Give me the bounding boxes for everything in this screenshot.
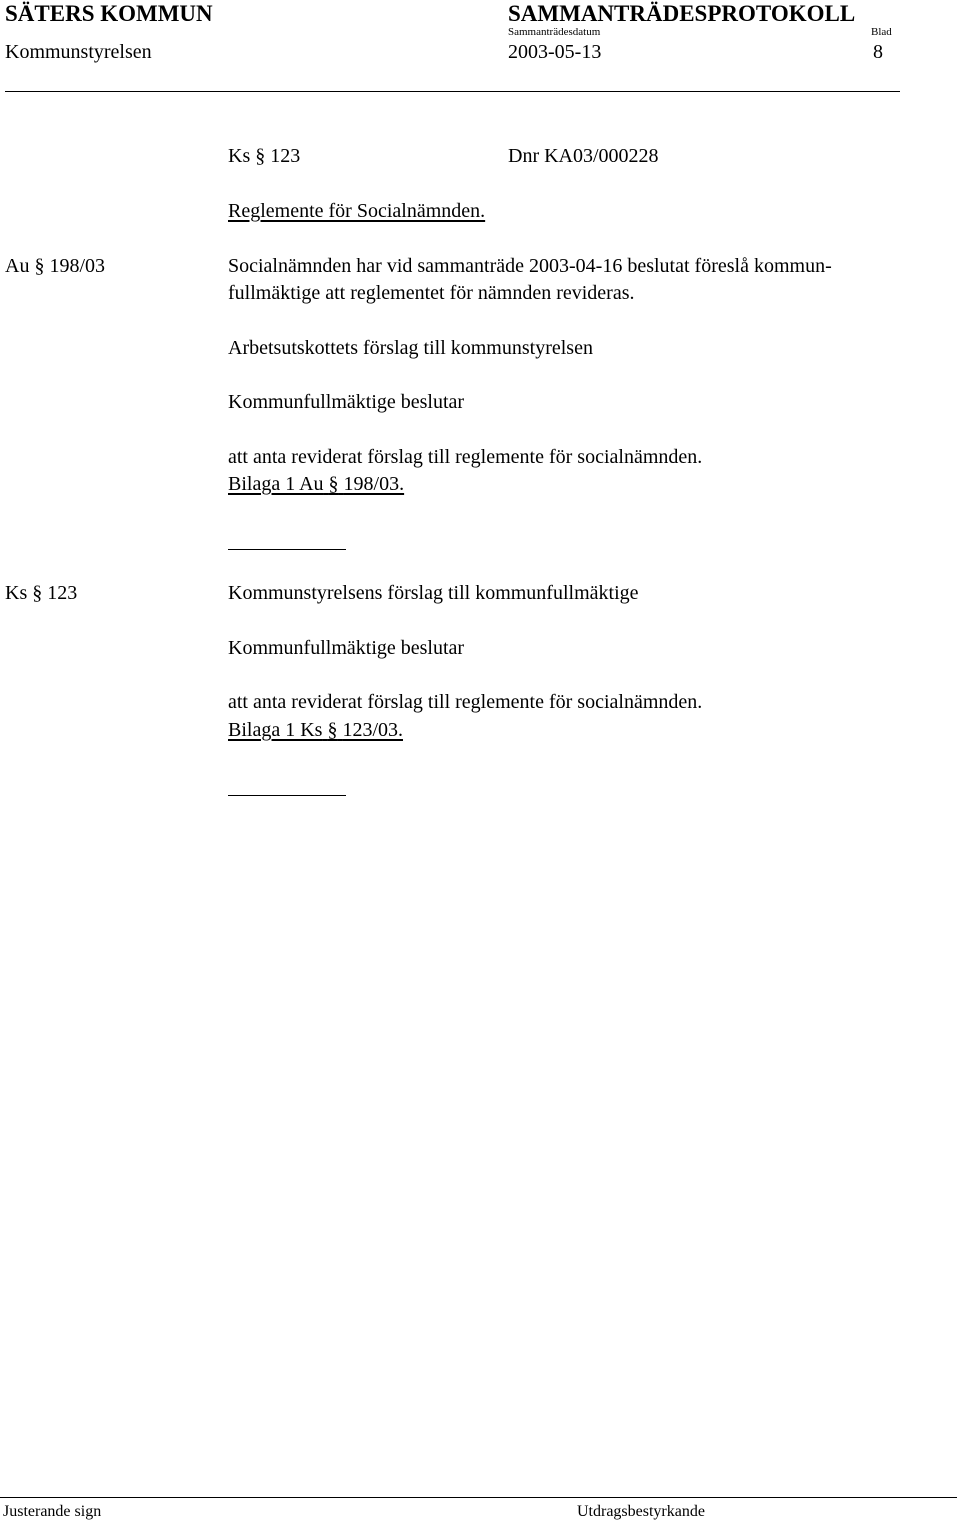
footer-rule <box>0 1497 957 1498</box>
section-sign-icon: § <box>328 473 339 495</box>
case-title: Reglemente för Socialnämnden. <box>228 200 486 222</box>
ks-decision-text: att anta reviderat förslag till reglemente för socialnämnden. <box>228 691 703 713</box>
document-type: SAMMANTRÄDESPROTOKOLL <box>508 1 856 26</box>
municipality-name: SÄTERS KOMMUN <box>5 1 213 26</box>
section-separator <box>228 549 346 550</box>
au-paragraph-line-1: Socialnämnden har vid sammanträde 2003-04-16 beslutat föreslå kommun- <box>228 255 832 277</box>
footer-utdragsbestyrkande: Utdragsbestyrkande <box>577 1503 705 1520</box>
ks-decision-heading: Kommunfullmäktige beslutar <box>228 637 465 659</box>
au-decision-text: att anta reviderat förslag till reglemente för socialnämnden. <box>228 446 703 468</box>
au-decision-heading: Kommunfullmäktige beslutar <box>228 391 465 413</box>
au-section-label <box>5 254 105 278</box>
ks-section-label <box>5 581 77 605</box>
case-ks-prefix: Ks <box>228 145 251 167</box>
au-label-prefix: Au <box>5 255 30 277</box>
ks-attachment-number: 123/03. <box>342 719 403 741</box>
page-number: 8 <box>873 41 883 63</box>
au-attachment-prefix: Bilaga 1 Au <box>228 473 324 495</box>
header-rule <box>5 91 900 92</box>
section-sign-icon: § <box>327 719 338 741</box>
ks-attachment-reference <box>228 718 403 742</box>
ks-proposal-heading: Kommunstyrelsens förslag till kommunfullmäktige <box>228 582 639 604</box>
section-separator <box>228 795 346 796</box>
ks-attachment-prefix: Bilaga 1 Ks <box>228 719 323 741</box>
section-sign-icon: § <box>34 255 45 277</box>
au-paragraph-line-2: fullmäktige att reglementet för nämnden revideras. <box>228 282 635 304</box>
ks-label-prefix: Ks <box>5 582 28 604</box>
date-caption: Sammanträdesdatum <box>508 26 601 38</box>
case-ks-number: 123 <box>270 145 301 167</box>
case-dnr: Dnr KA03/000228 <box>508 145 659 167</box>
section-sign-icon: § <box>255 145 266 167</box>
au-label-number: 198/03 <box>49 255 106 277</box>
committee-name: Kommunstyrelsen <box>5 41 152 63</box>
page-caption: Blad <box>871 26 892 38</box>
au-attachment-reference <box>228 472 404 496</box>
au-attachment-number: 198/03. <box>343 473 405 495</box>
case-ks-reference <box>228 144 300 168</box>
footer-justerande-sign: Justerande sign <box>3 1503 102 1520</box>
section-sign-icon: § <box>32 582 43 604</box>
meeting-date: 2003-05-13 <box>508 41 602 63</box>
ks-label-number: 123 <box>47 582 78 604</box>
au-proposal-heading: Arbetsutskottets förslag till kommunstyrelsen <box>228 337 593 359</box>
